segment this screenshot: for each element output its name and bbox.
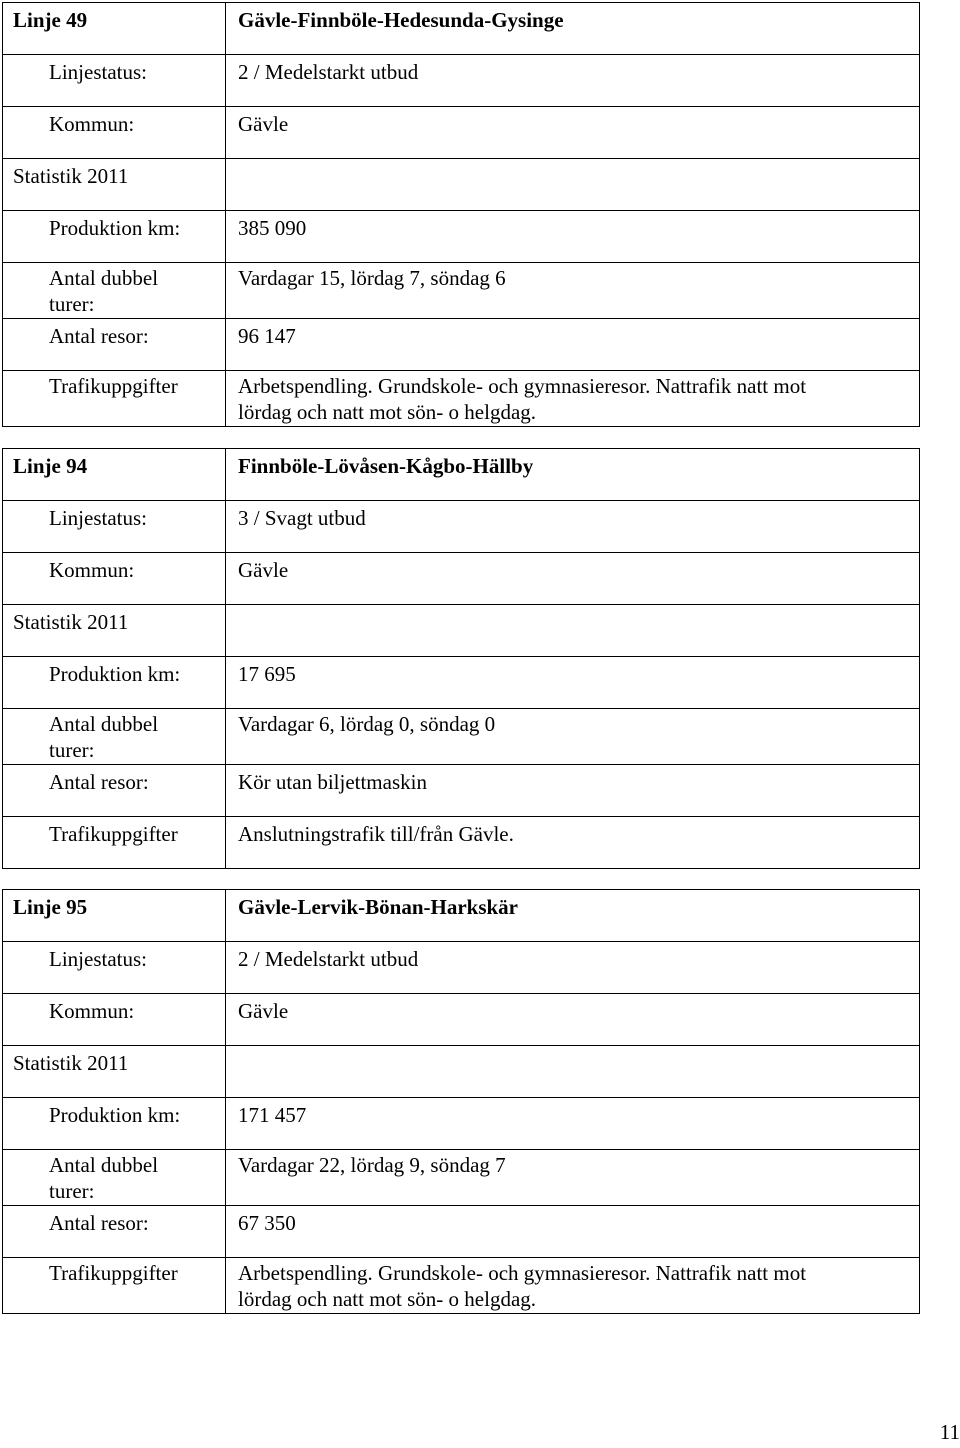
produktion-label: Produktion km: [49, 216, 181, 240]
antal-resor-value: Kör utan biljettmaskin [238, 770, 427, 794]
linjestatus-value: 3 / Svagt utbud [238, 506, 366, 530]
antal-resor-label: Antal resor: [49, 770, 149, 794]
line-number: Linje 95 [13, 895, 88, 919]
linjestatus-label: Linjestatus: [49, 60, 147, 84]
produktion-label: Produktion km: [49, 1103, 181, 1127]
produktion-value: 171 457 [238, 1103, 307, 1127]
kommun-label: Kommun: [49, 112, 135, 136]
linjestatus-value: 2 / Medelstarkt utbud [238, 947, 419, 971]
produktion-value: 385 090 [238, 216, 307, 240]
antal-resor-label: Antal resor: [49, 1211, 149, 1235]
trafikuppgifter-label: Trafikuppgifter [49, 374, 178, 398]
statistik-label: Statistik 2011 [13, 164, 129, 188]
line-94-table [2, 448, 920, 869]
route-name: Gävle-Lervik-Bönan-Harkskär [238, 895, 519, 919]
linjestatus-label: Linjestatus: [49, 506, 147, 530]
kommun-label: Kommun: [49, 558, 135, 582]
trafikuppgifter-value: Arbetspendling. Grundskole- och gymnasieresor. Nattrafik natt mot lördag och natt mot sön- o helgdag. [238, 374, 807, 424]
produktion-label: Produktion km: [49, 662, 181, 686]
kommun-label: Kommun: [49, 999, 135, 1023]
line-95-table [2, 889, 920, 1314]
page-number: 11 [939, 1420, 960, 1444]
linjestatus-label: Linjestatus: [49, 947, 147, 971]
antal-dubbel-value: Vardagar 6, lördag 0, söndag 0 [238, 712, 496, 736]
antal-resor-label: Antal resor: [49, 324, 149, 348]
kommun-value: Gävle [238, 558, 289, 582]
antal-resor-value: 67 350 [238, 1211, 296, 1235]
statistik-label: Statistik 2011 [13, 610, 129, 634]
trafikuppgifter-label: Trafikuppgifter [49, 1261, 178, 1285]
line-number: Linje 49 [13, 8, 88, 32]
kommun-value: Gävle [238, 999, 289, 1023]
antal-dubbel-label: Antal dubbel turer: [49, 1153, 159, 1203]
antal-dubbel-label: Antal dubbel turer: [49, 266, 159, 316]
line-number: Linje 94 [13, 454, 88, 478]
statistik-label: Statistik 2011 [13, 1051, 129, 1075]
line-49-table [2, 2, 920, 427]
trafikuppgifter-value: Arbetspendling. Grundskole- och gymnasieresor. Nattrafik natt mot lördag och natt mot sön- o helgdag. [238, 1261, 807, 1311]
trafikuppgifter-value: Anslutningstrafik till/från Gävle. [238, 822, 514, 846]
antal-resor-value: 96 147 [238, 324, 296, 348]
antal-dubbel-value: Vardagar 22, lördag 9, söndag 7 [238, 1153, 506, 1177]
antal-dubbel-value: Vardagar 15, lördag 7, söndag 6 [238, 266, 506, 290]
route-name: Gävle-Finnböle-Hedesunda-Gysinge [238, 8, 564, 32]
kommun-value: Gävle [238, 112, 289, 136]
trafikuppgifter-label: Trafikuppgifter [49, 822, 178, 846]
linjestatus-value: 2 / Medelstarkt utbud [238, 60, 419, 84]
produktion-value: 17 695 [238, 662, 296, 686]
route-name: Finnböle-Lövåsen-Kågbo-Hällby [238, 454, 534, 478]
antal-dubbel-label: Antal dubbel turer: [49, 712, 159, 762]
